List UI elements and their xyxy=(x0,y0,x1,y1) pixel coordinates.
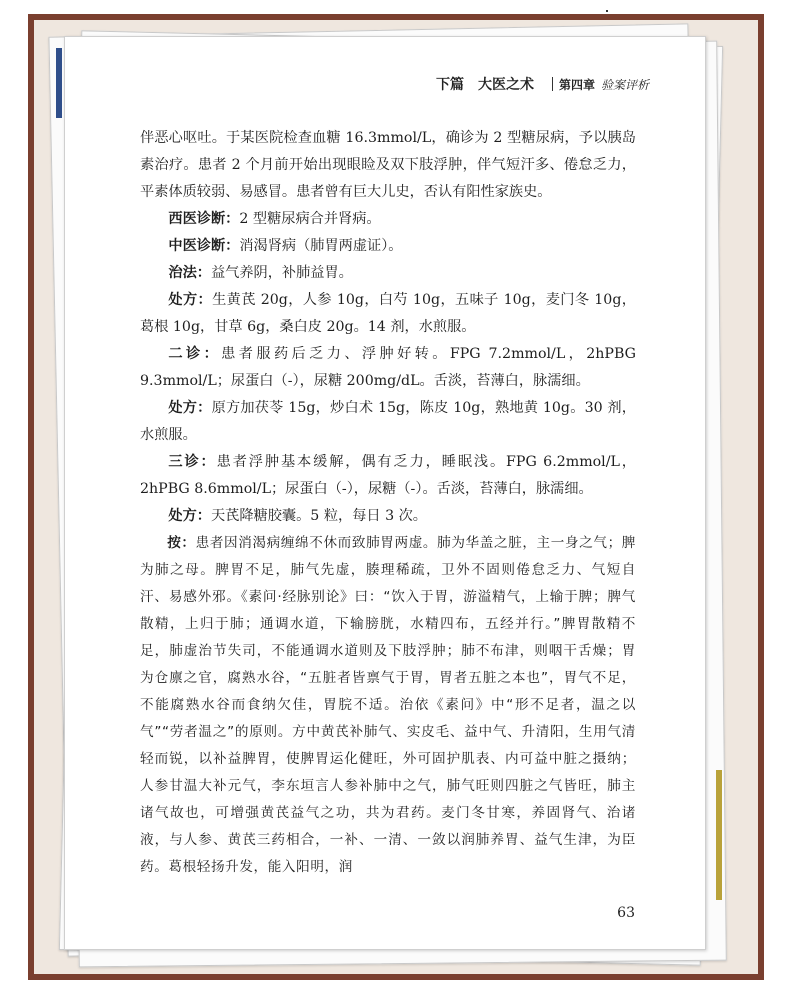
paragraph-label: 处方： xyxy=(168,508,211,524)
paragraph-label: 治法： xyxy=(168,265,211,281)
paragraph-text: 消渴肾病（肺胃两虚证）。 xyxy=(239,238,403,254)
book-edge-blue xyxy=(56,48,62,118)
header-divider xyxy=(552,77,553,91)
book-edge-gold xyxy=(716,770,722,900)
page-body xyxy=(140,125,636,881)
paragraph-commentary xyxy=(140,530,636,881)
paragraph-text: 2 型糖尿病合并肾病。 xyxy=(239,211,381,227)
paragraph-label: 二诊： xyxy=(168,346,222,362)
commentary-label: 按： xyxy=(167,535,196,551)
running-header xyxy=(436,73,649,95)
paragraph-prescription-1 xyxy=(140,287,636,341)
paragraph-prescription-3 xyxy=(140,503,636,530)
paragraph-text: 生黄芪 20g，人参 10g，白芍 10g，五味子 10g，麦门冬 10g，葛根 10g，甘草 6g，桑白皮 20g。14 剂，水煎服。 xyxy=(140,292,636,335)
paragraph-prescription-2 xyxy=(140,395,636,449)
speck xyxy=(606,10,608,12)
header-chapter: 第四章 xyxy=(558,77,595,92)
book-page xyxy=(64,36,706,950)
paragraph-second-visit xyxy=(140,341,636,395)
paragraph-treatment xyxy=(140,260,636,287)
commentary-text: 患者因消渴病缠绵不休而致肺胃两虚。肺为华盖之脏，主一身之气；脾为肺之母。脾胃不足，肺气先虚，腠理稀疏，卫外不固则倦怠乏力、气短自汗、易感外邪。《素问·经脉别论》曰：“饮入于胃，游溢精气，上输于脾；脾气散精，上归于肺；通调水道，下输膀胱，水精四布，五经并行。”脾胃散精不足，肺虚治节失司，不能通调水道则及下肢浮肿；肺不布津，则咽干舌燥；胃为仓廪之官，腐熟水谷，“五脏者皆禀气于胃，胃者五脏之本也”，胃气不足，不能腐熟水谷而食纳欠佳，胃脘不适。治依《素问》中“形不足者，温之以气”“劳者温之”的原则。方中黄芪补肺气、实皮毛、益中气、升清阳，生用气清轻而锐，以补益脾胃，使脾胃运化健旺，外可固护肌表、内可益中脏之摄纳；人参甘温大补元气，李东垣言人参补肺中之气，肺气旺则四脏之气皆旺，肺主诸气故也，可增强黄芪益气之功，共为君药。麦门冬甘寒，养固肾气、治诸液，与人参、黄芪三药相合，一补、一清、一敛以润肺养胃、益气生津，为臣药。葛根轻扬升发，能入阳明，润 xyxy=(140,535,636,875)
paragraph-label: 处方： xyxy=(168,400,212,416)
paragraph-label: 中医诊断： xyxy=(168,238,240,254)
paragraph-intro xyxy=(140,125,636,206)
paragraph-text: 益气养阴，补肺益胃。 xyxy=(210,265,353,281)
paragraph-label: 三诊： xyxy=(168,454,217,470)
header-section: 验案评析 xyxy=(600,77,649,92)
paragraph-text: 患者浮肿基本缓解，偶有乏力，睡眠浅。FPG 6.2mmol/L，2hPBG 8.6mmol/L；尿蛋白（-），尿糖（-）。舌淡，苔薄白，脉濡细。 xyxy=(140,454,636,497)
header-part: 下篇 大医之术 xyxy=(435,77,534,93)
paragraph-text: 伴恶心呕吐。于某医院检查血糖 16.3mmol/L，确诊为 2 型糖尿病，予以胰岛素治疗。患者 2 个月前开始出现眼睑及双下肢浮肿，伴气短汗多、倦怠乏力，平素体质较弱、易感冒。患者曾有巨大儿史，否认有阳性家族史。 xyxy=(140,130,636,200)
page-number: 63 xyxy=(617,905,635,921)
paragraph-label: 处方： xyxy=(168,292,213,308)
paragraph-third-visit xyxy=(140,449,636,503)
paragraph-text: 原方加茯苓 15g，炒白术 15g，陈皮 10g，熟地黄 10g。30 剂，水煎服。 xyxy=(140,400,636,443)
paragraph-text: 天芪降糖胶囊。5 粒，每日 3 次。 xyxy=(210,508,427,524)
paragraph-label: 西医诊断： xyxy=(168,211,240,227)
paragraph-text: 患者服药后乏力、浮肿好转。FPG 7.2mmol/L，2hPBG 9.3mmol/L；尿蛋白（-），尿糖 200mg/dL。舌淡，苔薄白，脉濡细。 xyxy=(140,346,636,389)
paragraph-western-diagnosis xyxy=(140,206,636,233)
paragraph-tcm-diagnosis xyxy=(140,233,636,260)
